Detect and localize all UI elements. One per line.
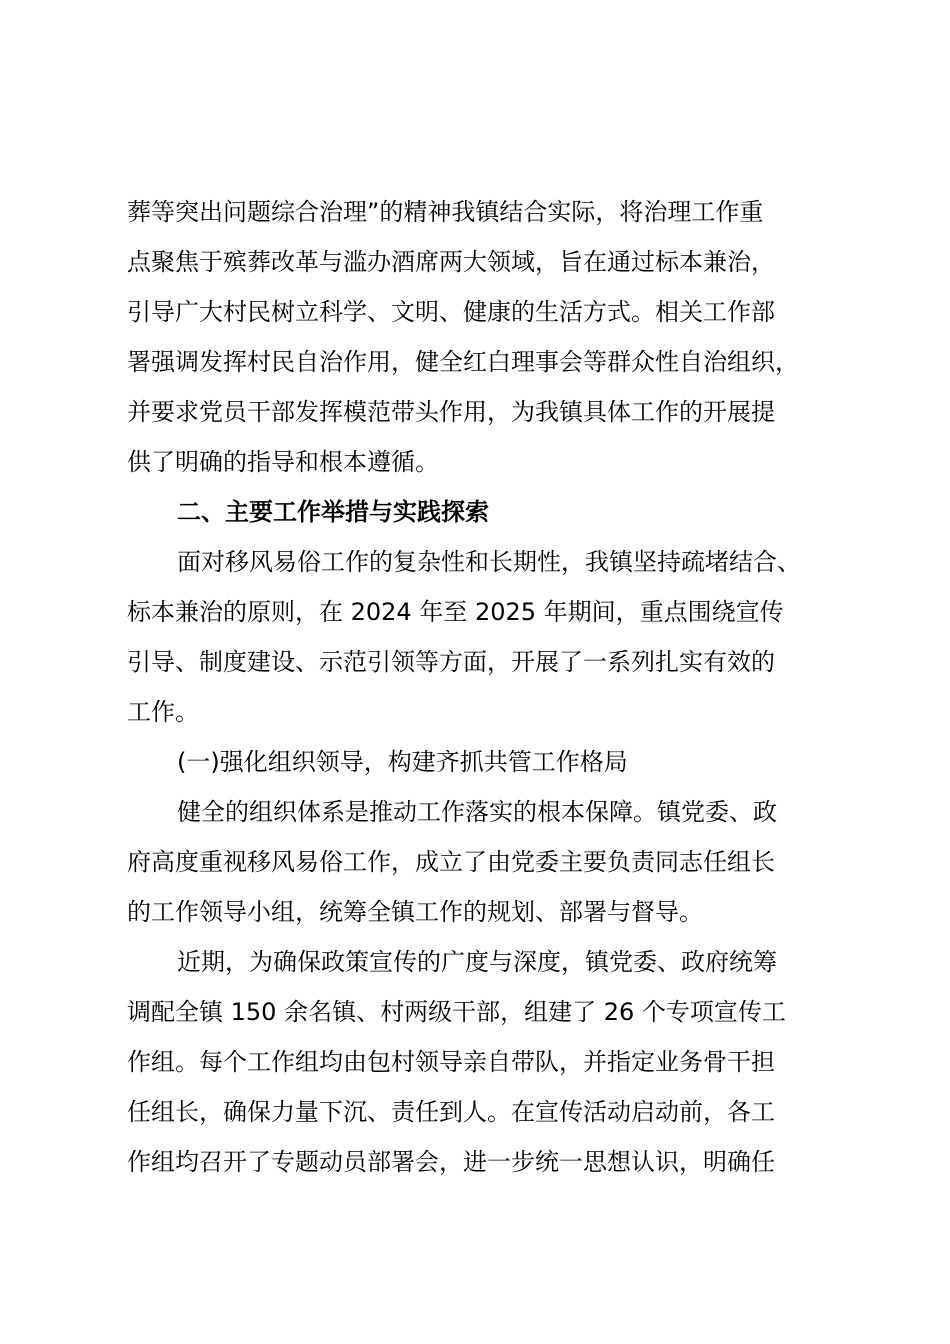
subsection-heading: (一)强化组织领导，构建齐抓共管工作格局 (177, 748, 628, 776)
document-body (127, 187, 827, 1187)
paragraph-line: 引导广大村民树立科学、文明、健康的生活方式。相关工作部 (127, 298, 775, 326)
paragraph-line: 葬等突出问题综合治理”的精神我镇结合实际，将治理工作重 (127, 198, 764, 226)
paragraph-line: 调配全镇 150 余名镇、村两级干部，组建了 26 个专项宣传工 (127, 998, 786, 1026)
paragraph-line: 点聚焦于殡葬改革与滥办酒席两大领域，旨在通过标本兼治， (127, 248, 775, 276)
section-heading: 二、主要工作举措与实践探索 (177, 498, 489, 526)
paragraph-line: 面对移风易俗工作的复杂性和长期性，我镇坚持疏堵结合、 (177, 548, 801, 576)
paragraph-line: 工作。 (127, 698, 199, 726)
paragraph-line: 健全的组织体系是推动工作落实的根本保障。镇党委、政 (177, 798, 777, 826)
paragraph-line: 并要求党员干部发挥模范带头作用，为我镇具体工作的开展提 (127, 398, 775, 426)
paragraph-line: 府高度重视移风易俗工作，成立了由党委主要负责同志任组长 (127, 848, 775, 876)
paragraph-line: 作组均召开了专题动员部署会，进一步统一思想认识，明确任 (127, 1148, 775, 1176)
paragraph-line: 标本兼治的原则，在 2024 年至 2025 年期间，重点围绕宣传 (127, 598, 784, 626)
paragraph-line: 近期，为确保政策宣传的广度与深度，镇党委、政府统筹 (177, 948, 777, 976)
paragraph-line: 引导、制度建设、示范引领等方面，开展了一系列扎实有效的 (127, 648, 775, 676)
paragraph-line: 署强调发挥村民自治作用，健全红白理事会等群众性自治组织， (127, 348, 799, 376)
paragraph-line: 供了明确的指导和根本遵循。 (127, 448, 439, 476)
paragraph-line: 作组。每个工作组均由包村领导亲自带队，并指定业务骨干担 (127, 1048, 775, 1076)
paragraph-line: 任组长，确保力量下沉、责任到人。在宣传活动启动前，各工 (127, 1098, 775, 1126)
paragraph-line: 的工作领导小组，统筹全镇工作的规划、部署与督导。 (127, 898, 703, 926)
